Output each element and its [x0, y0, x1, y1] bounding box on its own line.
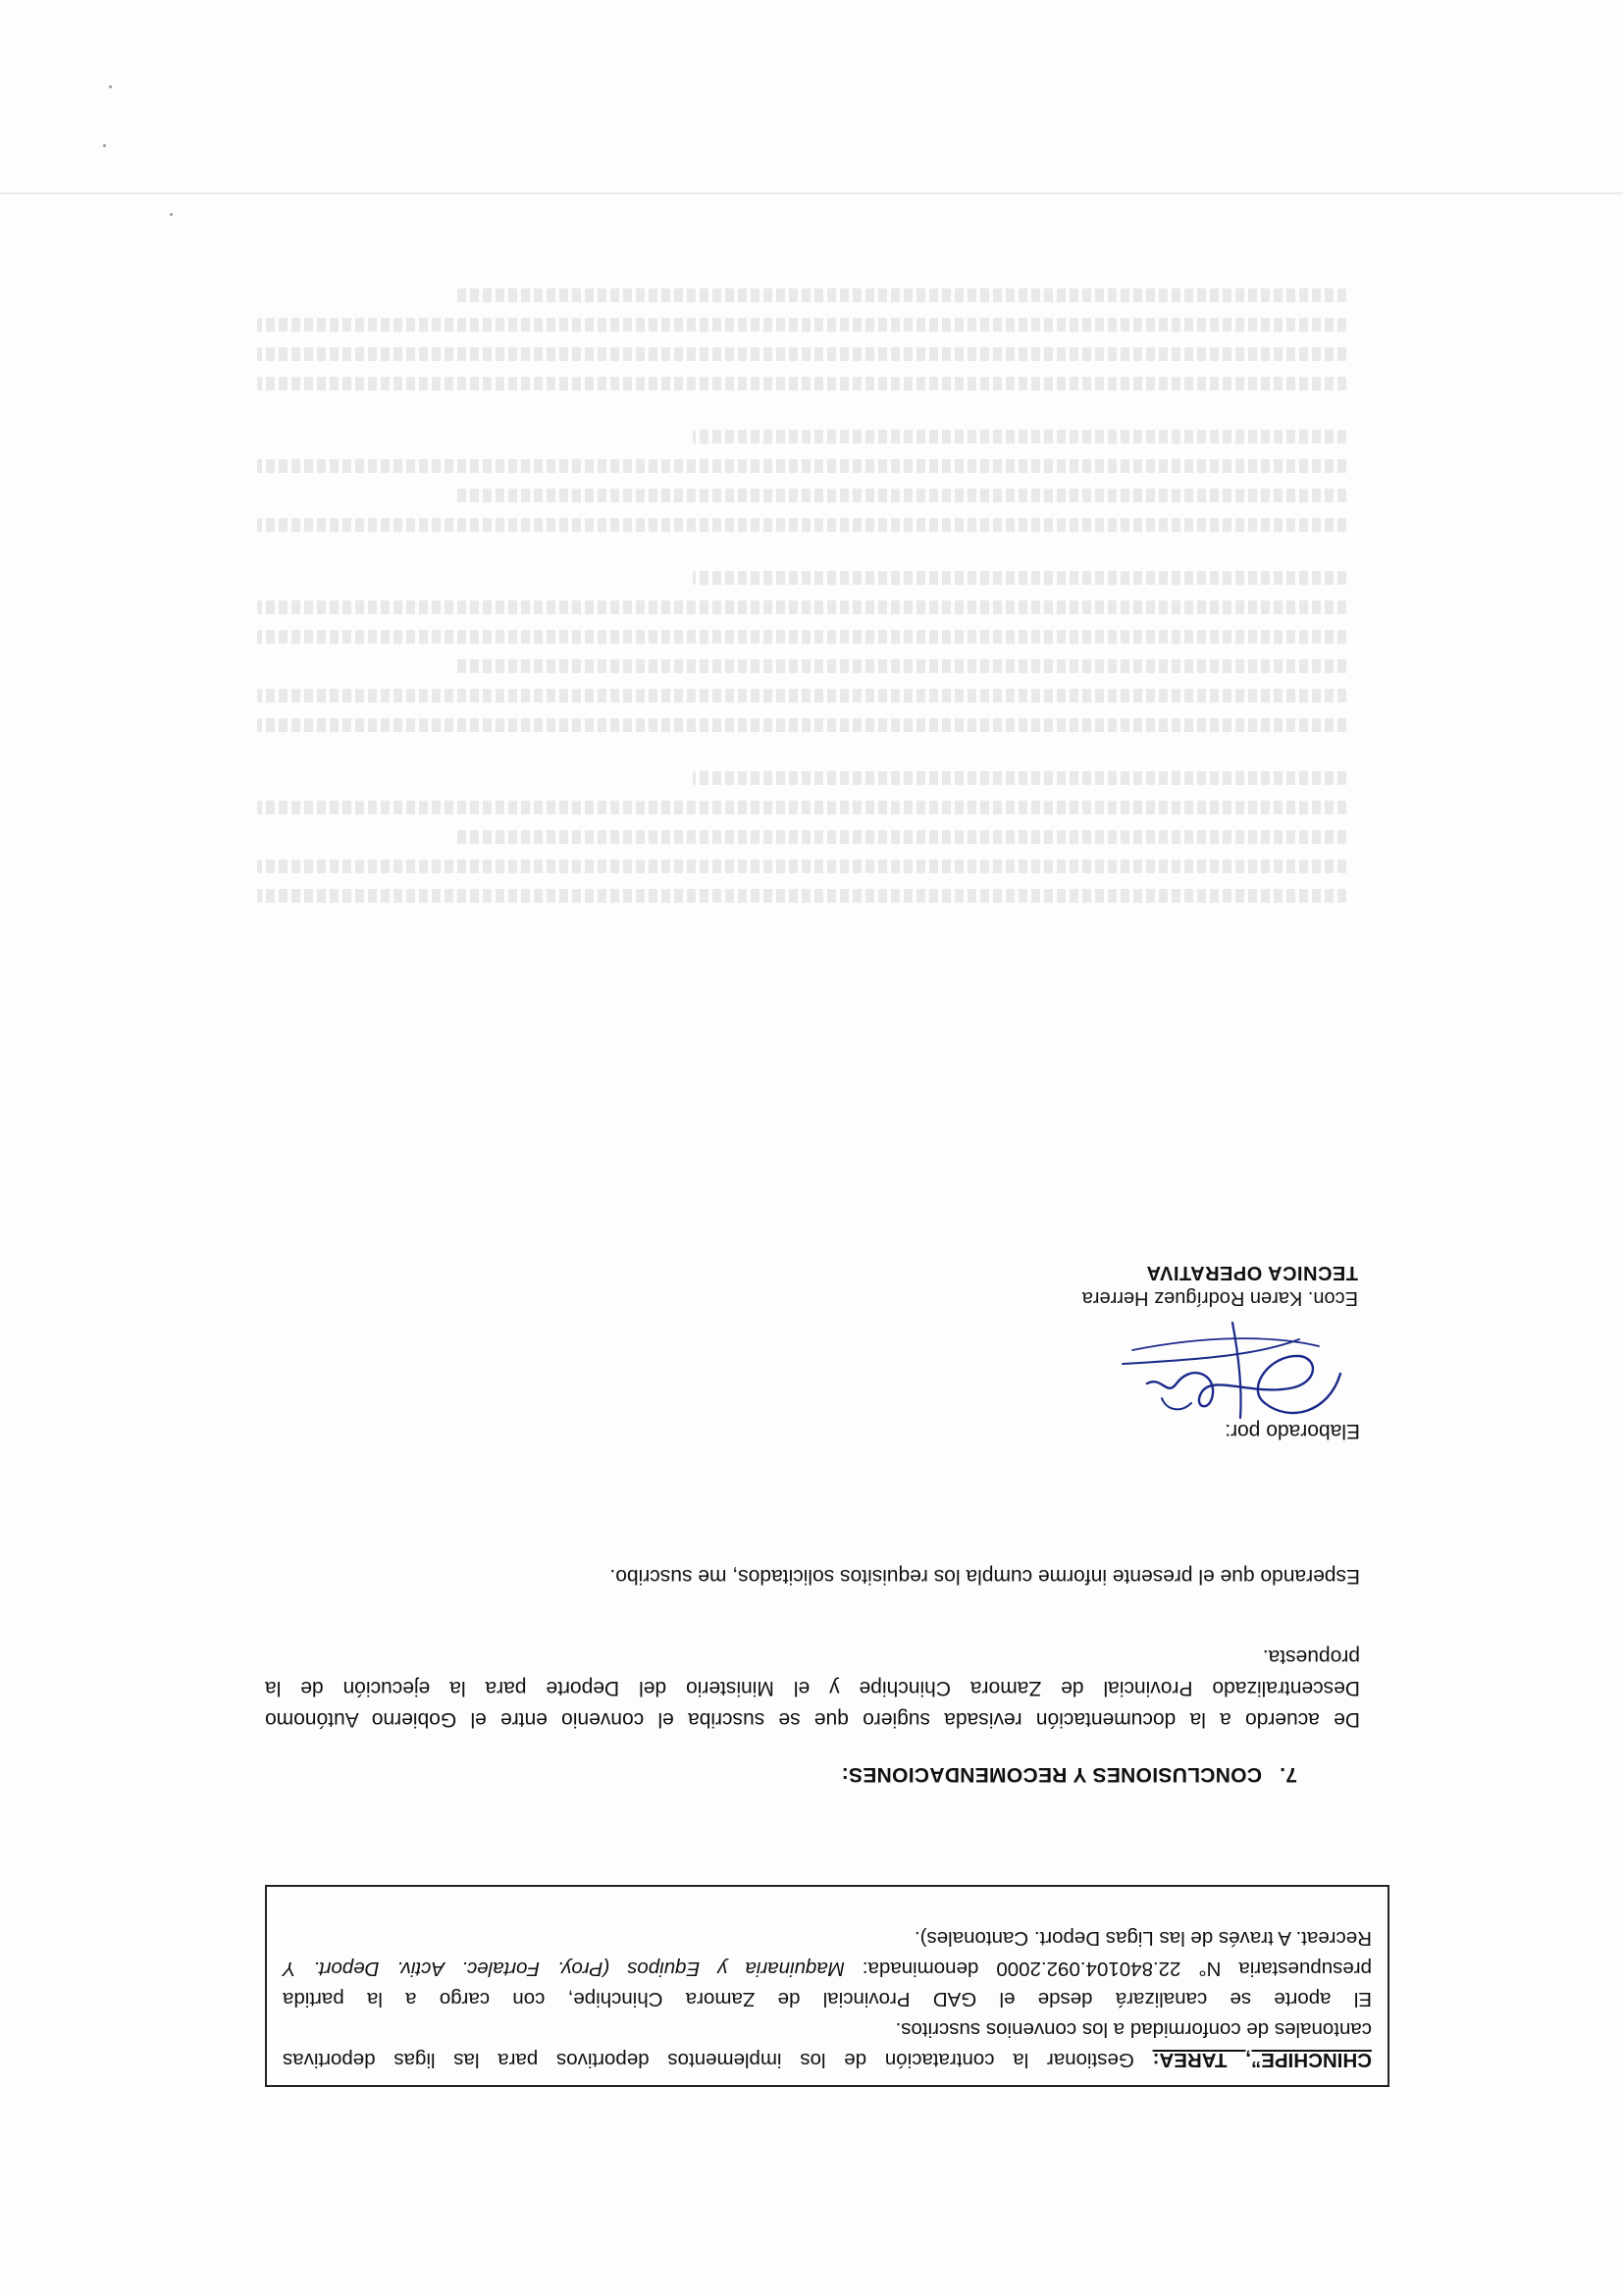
closing-sentence: Esperando que el presente informe cumpla los requisitos solicitados, me suscribo.: [609, 1565, 1360, 1588]
signer-name: Econ. Karen Rodríguez Herrera: [1081, 1287, 1358, 1309]
box-line-4: presupuestaria N° 22.840104.092.2000 denominada: Maquinaria y Equipos (Proy. Fortalec. Activ. Deport. Y: [283, 1957, 1372, 1980]
conclusion-paragraph: [265, 1641, 1360, 1735]
section-number: 7.: [1279, 1763, 1297, 1786]
box-line-5: Recreat. A través de las Ligas Deport. Cantonales).: [914, 1927, 1372, 1950]
scan-edge-line: [0, 192, 1623, 194]
conclusion-line-3: propuesta.: [1262, 1645, 1360, 1668]
box-line-3: El aporte se canalizará desde el GAD Provincial de Zamora Chinchipe, con cargo a la partida: [283, 1988, 1372, 2010]
section-heading: [841, 1762, 1297, 1786]
scan-speck: [103, 144, 106, 147]
bleed-through-text: [257, 216, 1346, 903]
section-title: CONCLUSIONES Y RECOMENDACIONES:: [841, 1763, 1262, 1786]
box-line-1: CHINCHIPE”, TAREA: Gestionar la contratación de los implementos deportivos para las ligas deportivas: [283, 2049, 1372, 2071]
elaborado-label: Elaborado por:: [1225, 1420, 1360, 1442]
conclusion-line-2: Descentralizado Provincial de Zamora Chinchipe y el Ministerio del Deporte para la ejecución de la: [265, 1677, 1360, 1699]
funding-box: [265, 1885, 1389, 2087]
scan-speck: [109, 85, 112, 88]
conclusion-line-1: De acuerdo a la documentación revisada sugiero que se suscriba el convenio entre el Gobierno Autónomo: [265, 1708, 1360, 1731]
box-line-2: cantonales de conformidad a los convenios suscritos.: [895, 2018, 1372, 2041]
handwritten-signature: [1113, 1315, 1358, 1433]
signer-role: TECNICA OPERATIVA: [1146, 1262, 1358, 1283]
scan-speck: [170, 213, 173, 216]
